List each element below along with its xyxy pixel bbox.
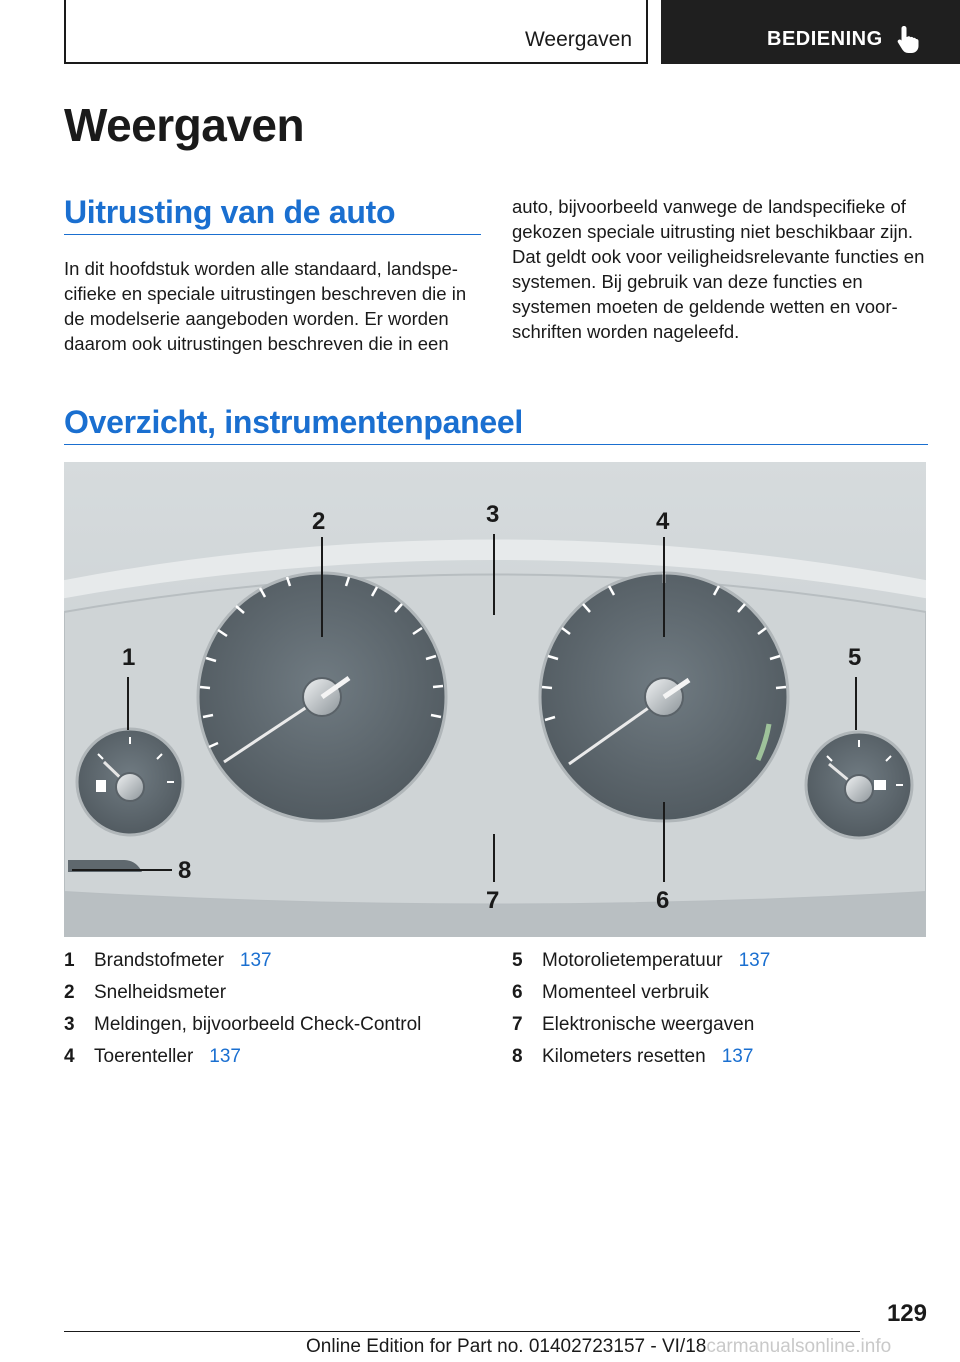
paragraph-right: auto, bijvoorbeeld vanwege de landspecifieke of gekozen speciale uitrusting niet beschikbaar zijn. Dat geldt ook voor veiligheidsrelevante functies en systemen. Bij gebruik van deze functies en systemen moeten de geldende wetten en voor-schriften worden nageleefd.: [512, 196, 925, 342]
legend-item-number: 4: [64, 1046, 75, 1067]
section-title-uitrusting: Uitrusting van de auto: [64, 194, 396, 230]
footer-edition-text: Online Edition for Part no. 01402723157 - VI/18: [306, 1336, 707, 1357]
legend-item-label: Motorolietemperatuur: [542, 950, 723, 971]
legend-item: [512, 950, 932, 982]
legend-item: [64, 982, 484, 1014]
legend-item-label: Kilometers resetten: [542, 1046, 706, 1067]
footer-rule: [64, 1331, 860, 1332]
legend-item-label: Meldingen, bijvoorbeeld Check-Control: [94, 1014, 422, 1035]
legend-left: [64, 950, 484, 1078]
legend-item: [64, 1046, 484, 1078]
legend-item-number: 7: [512, 1014, 523, 1035]
oil-can-icon: [874, 780, 886, 790]
oil-temperature-gauge: [806, 732, 912, 838]
callout-8: 8: [178, 857, 192, 884]
page-title: Weergaven: [64, 99, 305, 151]
header-chapter-tab: [661, 0, 960, 64]
legend-item-label: Brandstofmeter: [94, 950, 224, 971]
legend-item-number: 8: [512, 1046, 523, 1067]
legend-item: [512, 1046, 932, 1078]
page-reference-link[interactable]: 137: [721, 1046, 754, 1067]
legend-right: [512, 950, 932, 1078]
header-chapter-label: BEDIENING: [767, 28, 883, 50]
legend-item-number: 1: [64, 950, 75, 971]
legend-item: [512, 1014, 932, 1046]
section-rule: [64, 444, 928, 445]
callout-3: 3: [486, 501, 500, 528]
legend-item-label: Elektronische weergaven: [542, 1014, 755, 1035]
legend-item-number: 5: [512, 950, 523, 971]
footer: [306, 1336, 891, 1358]
footer-watermark: carmanualsonline.info: [706, 1336, 892, 1357]
callout-6: 6: [656, 887, 670, 914]
callout-1: 1: [122, 644, 136, 671]
pointing-hand-icon: [895, 24, 923, 54]
header-section-label: Weergaven: [524, 28, 632, 51]
section-rule: [64, 234, 481, 235]
legend-item: [512, 982, 932, 1014]
page-reference-link[interactable]: 137: [738, 950, 771, 971]
legend-item: [64, 950, 484, 982]
legend-item-label: Toerenteller: [94, 1046, 194, 1067]
section-title-overzicht: Overzicht, instrumentenpaneel: [64, 404, 523, 440]
legend-item-number: 3: [64, 1014, 75, 1035]
page-reference-link[interactable]: 137: [239, 950, 272, 971]
fuel-gauge: [77, 729, 183, 835]
callout-7: 7: [486, 887, 500, 914]
instrument-cluster-illustration: [64, 462, 926, 937]
fuel-pump-icon: [96, 780, 106, 792]
header-section-box: [64, 0, 648, 64]
legend-item-number: 6: [512, 982, 523, 1003]
callout-2: 2: [312, 508, 326, 535]
legend-item-label: Snelheidsmeter: [94, 982, 227, 1003]
legend-item-number: 2: [64, 982, 75, 1003]
callout-4: 4: [656, 508, 670, 535]
page-number: 129: [886, 1300, 927, 1327]
legend-item: [64, 1014, 484, 1046]
page-reference-link[interactable]: 137: [209, 1046, 241, 1067]
paragraph-left: In dit hoofdstuk worden alle standaard, landspe-cifieke en speciale uitrustingen beschreven die in de modelserie aangeboden worden. Er worden daarom ook uitrustingen beschreven die in een: [64, 258, 467, 354]
callout-5: 5: [848, 644, 862, 671]
legend-item-label: Momenteel verbruik: [542, 982, 709, 1003]
